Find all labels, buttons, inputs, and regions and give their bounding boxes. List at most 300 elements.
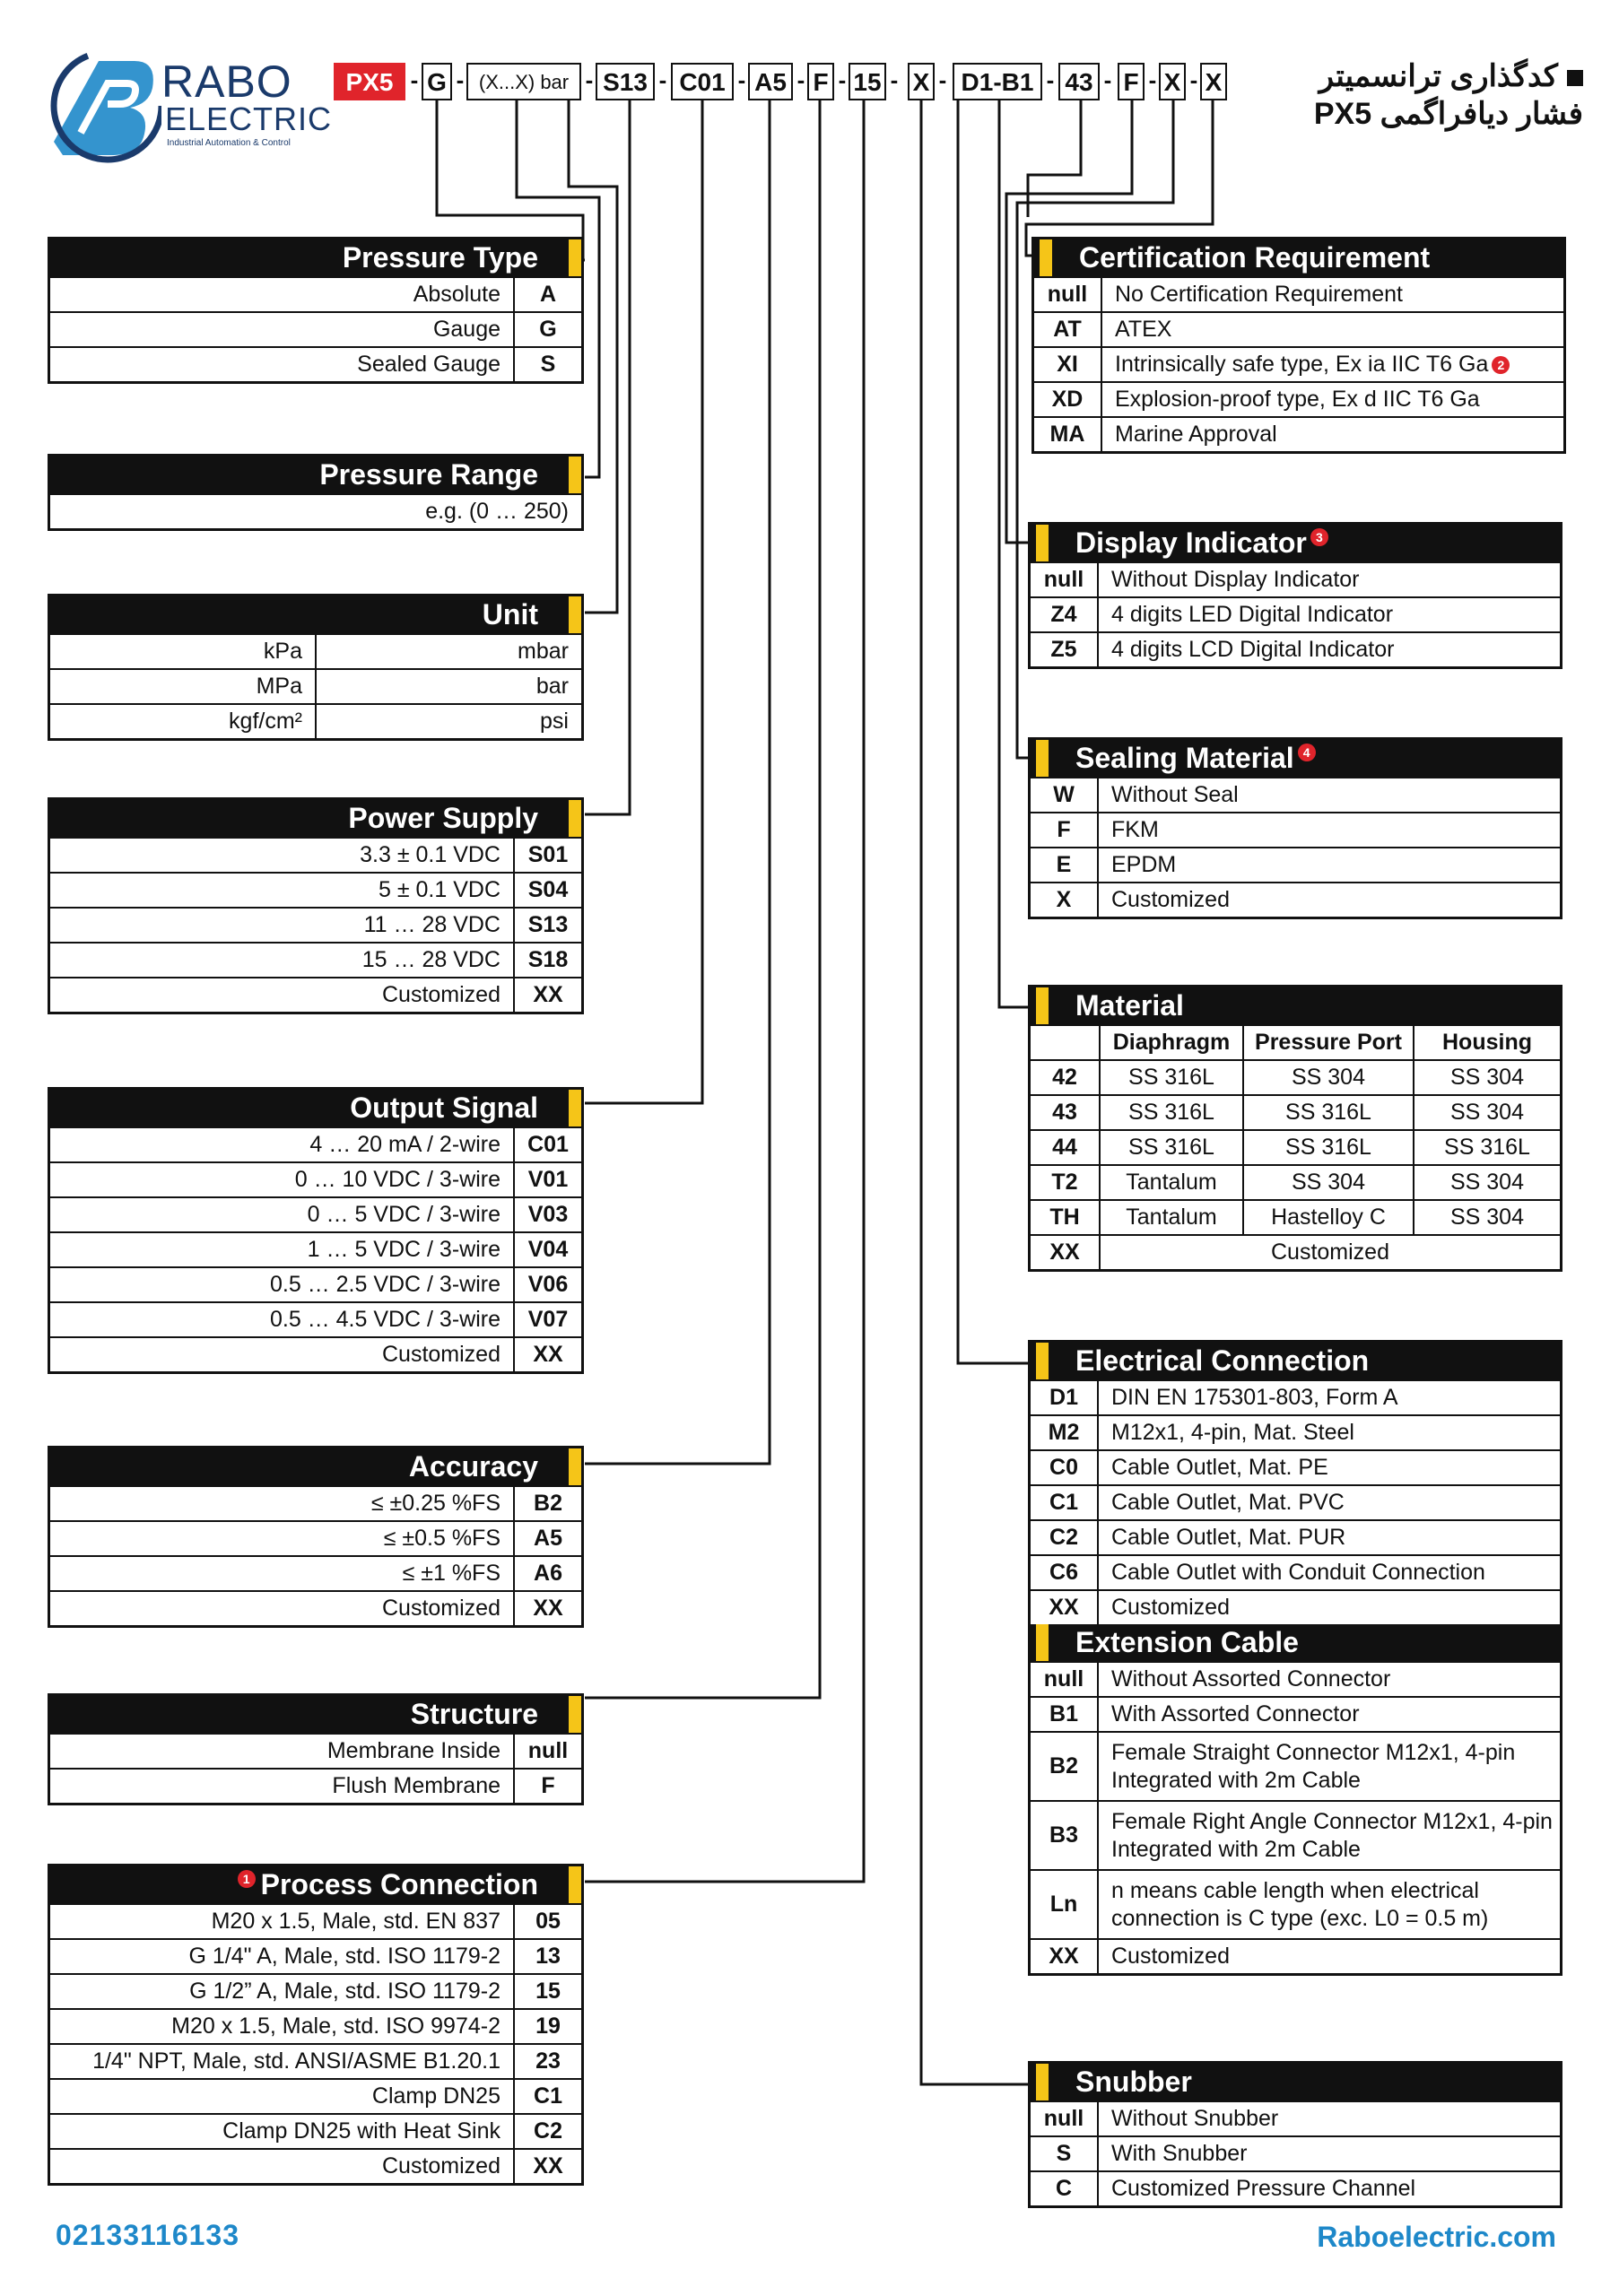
table-row bbox=[1031, 1519, 1560, 1554]
table-header bbox=[1034, 239, 1563, 276]
table-row bbox=[50, 2043, 581, 2078]
table-cell: C2 bbox=[1031, 1521, 1099, 1554]
table-cell: TH bbox=[1049, 1205, 1080, 1230]
table-cell: Flush Membrane bbox=[332, 1773, 500, 1798]
table-header bbox=[50, 596, 581, 633]
code-dash: - bbox=[1148, 66, 1157, 93]
table-title: Power Supply bbox=[348, 802, 538, 834]
table-cell: Diaphragm bbox=[1099, 1026, 1242, 1059]
table-cell: W bbox=[1031, 778, 1099, 812]
table-row bbox=[50, 2113, 581, 2148]
yellow-marker bbox=[569, 800, 581, 837]
table-row bbox=[50, 311, 581, 346]
table-row bbox=[1031, 1199, 1560, 1234]
table-cell: 4 digits LED Digital Indicator bbox=[1111, 602, 1394, 627]
yellow-marker bbox=[569, 1448, 581, 1485]
table-row bbox=[50, 2078, 581, 2113]
table-cell: No Certification Requirement bbox=[1115, 282, 1403, 307]
table-cell: S bbox=[513, 348, 581, 381]
table-cell: A6 bbox=[513, 1557, 581, 1590]
electrical-connection-table bbox=[1028, 1340, 1562, 1976]
table-cell: G 1/4" A, Male, std. ISO 1179-2 bbox=[188, 1944, 500, 1969]
table-cell: ATEX bbox=[1115, 317, 1172, 342]
table-row bbox=[1031, 847, 1560, 882]
code-dash: - bbox=[938, 66, 947, 93]
brand-logo bbox=[45, 43, 333, 169]
code-display: X bbox=[1159, 63, 1186, 100]
display-indicator-table bbox=[1028, 522, 1562, 669]
process-connection-table bbox=[48, 1864, 584, 2186]
table-cell: Female Right Angle Connector M12x1, 4-pin Integrated with 2m Cable bbox=[1111, 1808, 1553, 1862]
table-cell: bar bbox=[315, 670, 581, 703]
table-cell: SS 304 bbox=[1242, 1061, 1413, 1094]
code-dash: - bbox=[410, 66, 419, 93]
table-cell: 5 ± 0.1 VDC bbox=[379, 877, 500, 902]
yellow-marker bbox=[1036, 1343, 1049, 1379]
table-cell: G 1/2” A, Male, std. ISO 1179-2 bbox=[189, 1979, 500, 2004]
code-dash: - bbox=[585, 66, 594, 93]
table-cell: Customized Pressure Channel bbox=[1111, 2176, 1416, 2201]
table-cell: 0 … 10 VDC / 3-wire bbox=[294, 1167, 500, 1192]
table-cell: V01 bbox=[513, 1163, 581, 1196]
table-row bbox=[1031, 1094, 1560, 1129]
brand-name-top: RABO bbox=[161, 57, 292, 107]
table-cell: Membrane Inside bbox=[326, 1738, 500, 1763]
table-cell: M2 bbox=[1031, 1416, 1099, 1449]
table-cell: C1 bbox=[1031, 1486, 1099, 1519]
table-cell: S bbox=[1031, 2137, 1099, 2170]
code-pressure-type: G bbox=[422, 63, 452, 100]
table-cell: Pressure Port bbox=[1242, 1026, 1413, 1059]
table-row bbox=[1031, 1129, 1560, 1164]
code-snubber: X bbox=[908, 63, 935, 100]
table-title: Output Signal bbox=[350, 1091, 538, 1124]
yellow-marker bbox=[1036, 1624, 1049, 1661]
table-cell: Housing bbox=[1413, 1026, 1560, 1059]
table-title: Electrical Connection bbox=[1075, 1344, 1370, 1377]
table-cell bbox=[1031, 1026, 1099, 1059]
table-cell: SS 304 bbox=[1413, 1166, 1560, 1199]
code-certification: X bbox=[1200, 63, 1227, 100]
table-row bbox=[50, 1590, 581, 1625]
table-cell: SS 316L bbox=[1099, 1131, 1242, 1164]
table-cell: MPa bbox=[256, 674, 302, 699]
table-header bbox=[50, 457, 581, 493]
table-cell: 4 digits LCD Digital Indicator bbox=[1111, 637, 1395, 662]
table-cell: SS 304 bbox=[1242, 1166, 1413, 1199]
table-cell: D1 bbox=[1031, 1381, 1099, 1414]
table-cell: XI bbox=[1034, 348, 1102, 381]
table-cell: SS 316L bbox=[1099, 1061, 1242, 1094]
table-cell: n means cable length when electrical connection is C type (exc. L0 = 0.5 m) bbox=[1111, 1877, 1489, 1931]
table-cell: Clamp DN25 bbox=[371, 2083, 500, 2109]
table-cell: B2 bbox=[513, 1487, 581, 1520]
table-title: Structure bbox=[410, 1698, 538, 1730]
table-title: Pressure Range bbox=[319, 458, 538, 491]
table-row bbox=[50, 2148, 581, 2183]
table-cell: null bbox=[513, 1735, 581, 1768]
table-cell: Ln bbox=[1031, 1871, 1099, 1938]
table-title: Pressure Type bbox=[342, 241, 538, 274]
table-title: Certification Requirement bbox=[1079, 241, 1431, 274]
table-cell: 42 bbox=[1052, 1065, 1077, 1090]
table-cell: null bbox=[1031, 2102, 1099, 2135]
yellow-marker bbox=[1036, 2064, 1049, 2100]
table-row bbox=[50, 1938, 581, 1973]
table-cell: C6 bbox=[1031, 1556, 1099, 1589]
table-cell: XX bbox=[513, 1338, 581, 1371]
table-row bbox=[50, 907, 581, 942]
table-row bbox=[1031, 1164, 1560, 1199]
yellow-marker bbox=[569, 596, 581, 633]
table-row bbox=[50, 1126, 581, 1161]
output-signal-table bbox=[48, 1087, 584, 1374]
table-row bbox=[1031, 1731, 1560, 1800]
table-cell: S04 bbox=[513, 874, 581, 907]
power-supply-table bbox=[48, 797, 584, 1014]
yellow-marker bbox=[1036, 987, 1049, 1024]
table-row bbox=[1031, 2170, 1560, 2205]
table-cell: mbar bbox=[315, 635, 581, 668]
code-dash: - bbox=[1189, 66, 1198, 93]
table-cell: XX bbox=[1049, 1239, 1080, 1265]
table-title: Display Indicator bbox=[1075, 526, 1307, 559]
code-dash: - bbox=[890, 66, 899, 93]
table-cell: Tantalum bbox=[1099, 1166, 1242, 1199]
table-row bbox=[50, 276, 581, 311]
table-cell: E bbox=[1031, 848, 1099, 882]
table-row bbox=[1031, 1234, 1560, 1269]
table-header bbox=[50, 1866, 581, 1903]
table-header bbox=[1031, 2064, 1560, 2100]
table-cell: FKM bbox=[1111, 817, 1159, 842]
table-row bbox=[1031, 1800, 1560, 1869]
code-dash: - bbox=[1103, 66, 1112, 93]
table-row bbox=[1031, 882, 1560, 917]
bullet-square-icon bbox=[1567, 70, 1583, 86]
table-cell: Gauge bbox=[432, 317, 500, 342]
persian-title bbox=[1314, 57, 1583, 133]
table-row bbox=[50, 872, 581, 907]
yellow-marker bbox=[569, 457, 581, 493]
table-cell: 11 … 28 VDC bbox=[363, 912, 500, 937]
pressure-range-table bbox=[48, 454, 584, 531]
code-dash: - bbox=[456, 66, 465, 93]
table-row bbox=[1034, 346, 1563, 381]
table-cell: With Snubber bbox=[1111, 2141, 1248, 2166]
table-cell: SS 304 bbox=[1413, 1201, 1560, 1234]
table-cell: XD bbox=[1034, 383, 1102, 416]
table-cell: V03 bbox=[513, 1198, 581, 1231]
code-sealing: F bbox=[1118, 63, 1145, 100]
table-cell: M20 x 1.5, Male, std. EN 837 bbox=[211, 1909, 500, 1934]
table-row bbox=[1031, 777, 1560, 812]
table-cell: S01 bbox=[513, 839, 581, 872]
table-cell: kPa bbox=[263, 639, 302, 664]
table-cell: Without Display Indicator bbox=[1111, 567, 1360, 592]
table-cell: 4 … 20 mA / 2-wire bbox=[309, 1132, 500, 1157]
table-title: Material bbox=[1075, 989, 1184, 1022]
table-row bbox=[50, 1336, 581, 1371]
table-cell: Explosion-proof type, Ex d IIC T6 Ga bbox=[1115, 387, 1480, 412]
table-cell: With Assorted Connector bbox=[1111, 1701, 1360, 1726]
table-title: Snubber bbox=[1075, 2066, 1192, 2098]
table-header bbox=[1031, 740, 1560, 777]
table-row bbox=[50, 1903, 581, 1938]
table-cell: F bbox=[1031, 813, 1099, 847]
table-row bbox=[1031, 1869, 1560, 1938]
table-cell: C01 bbox=[513, 1128, 581, 1161]
table-cell: SS 316L bbox=[1099, 1096, 1242, 1129]
table-title: Unit bbox=[482, 598, 538, 631]
table-cell: Cable Outlet with Conduit Connection bbox=[1111, 1560, 1485, 1585]
table-cell: XX bbox=[1031, 1591, 1099, 1624]
table-cell: 3.3 ± 0.1 VDC bbox=[360, 842, 500, 867]
table-header bbox=[50, 1448, 581, 1485]
table-row bbox=[50, 1733, 581, 1768]
table-header bbox=[1031, 987, 1560, 1024]
table-row bbox=[1034, 416, 1563, 451]
code-range: (X...X) bar bbox=[466, 63, 581, 100]
table-title: Sealing Material bbox=[1075, 742, 1294, 774]
table-cell: A bbox=[513, 278, 581, 311]
code-material: 43 bbox=[1058, 63, 1100, 100]
table-cell: M12x1, 4-pin, Mat. Steel bbox=[1111, 1420, 1354, 1445]
table-cell: kgf/cm² bbox=[229, 709, 302, 734]
yellow-marker bbox=[569, 239, 581, 276]
table-cell: ≤ ±1 %FS bbox=[402, 1561, 500, 1586]
code-structure: F bbox=[807, 63, 834, 100]
table-row bbox=[50, 1161, 581, 1196]
table-cell: e.g. (0 … 250) bbox=[425, 499, 569, 524]
table-cell: EPDM bbox=[1111, 852, 1177, 877]
table-cell: Without Snubber bbox=[1111, 2106, 1279, 2131]
table-cell: Cable Outlet, Mat. PVC bbox=[1111, 1490, 1345, 1515]
table-cell: Z4 bbox=[1031, 598, 1099, 631]
code-dash: - bbox=[838, 66, 847, 93]
yellow-marker bbox=[1036, 525, 1049, 561]
table-cell: Cable Outlet, Mat. PUR bbox=[1111, 1525, 1346, 1550]
table-row bbox=[50, 837, 581, 872]
table-row bbox=[1031, 631, 1560, 666]
brand-name-bottom: ELECTRIC bbox=[165, 100, 333, 137]
table-cell: SS 304 bbox=[1413, 1096, 1560, 1129]
table-cell: SS 316L bbox=[1242, 1096, 1413, 1129]
yellow-marker bbox=[1040, 239, 1052, 276]
code-dash: - bbox=[1046, 66, 1055, 93]
code-dash: - bbox=[796, 66, 805, 93]
table-row bbox=[50, 346, 581, 381]
table-cell: Without Assorted Connector bbox=[1111, 1666, 1391, 1692]
table-cell: ≤ ±0.25 %FS bbox=[370, 1491, 500, 1516]
table-cell: C2 bbox=[513, 2115, 581, 2148]
table-cell: null bbox=[1031, 1663, 1099, 1696]
table-row bbox=[1031, 2135, 1560, 2170]
footnote-badge: 2 bbox=[1492, 356, 1510, 374]
table-cell: Clamp DN25 with Heat Sink bbox=[222, 2118, 500, 2144]
code-electrical: D1-B1 bbox=[953, 63, 1042, 100]
table-cell: XX bbox=[1031, 1940, 1099, 1973]
table-cell: 0.5 … 2.5 VDC / 3-wire bbox=[269, 1272, 500, 1297]
table-cell: S13 bbox=[513, 909, 581, 942]
table-header-row bbox=[1031, 1024, 1560, 1059]
table-cell: A5 bbox=[513, 1522, 581, 1555]
table-cell: V06 bbox=[513, 1268, 581, 1301]
table-cell: B3 bbox=[1031, 1802, 1099, 1869]
table-row bbox=[50, 2008, 581, 2043]
code-power: S13 bbox=[596, 63, 655, 100]
material-table bbox=[1028, 985, 1562, 1272]
table-cell bbox=[1102, 348, 1563, 381]
table-cell: 15 bbox=[513, 1975, 581, 2008]
table-row bbox=[1034, 381, 1563, 416]
table-header bbox=[50, 800, 581, 837]
table-row bbox=[1031, 1554, 1560, 1589]
footnote-badge: 3 bbox=[1310, 528, 1328, 546]
table-cell: SS 316L bbox=[1413, 1131, 1560, 1164]
table-row bbox=[1031, 1589, 1560, 1624]
table-row bbox=[50, 1196, 581, 1231]
table-cell: ≤ ±0.5 %FS bbox=[383, 1526, 500, 1551]
footnote-badge: 1 bbox=[238, 1870, 256, 1888]
table-cell: 44 bbox=[1052, 1135, 1077, 1160]
table-row bbox=[1031, 1059, 1560, 1094]
table-cell: 23 bbox=[513, 2045, 581, 2078]
structure-table bbox=[48, 1693, 584, 1805]
table-cell: AT bbox=[1034, 313, 1102, 346]
table-row bbox=[50, 633, 581, 668]
footnote-badge: 4 bbox=[1298, 744, 1316, 761]
table-cell: C0 bbox=[1031, 1451, 1099, 1484]
table-row bbox=[50, 1231, 581, 1266]
code-accuracy: A5 bbox=[748, 63, 793, 100]
table-row bbox=[50, 1520, 581, 1555]
table-cell: null bbox=[1034, 278, 1102, 311]
table-title: Accuracy bbox=[408, 1450, 538, 1483]
table-cell: S18 bbox=[513, 944, 581, 977]
code-dash: - bbox=[658, 66, 667, 93]
table-cell: Hastelloy C bbox=[1242, 1201, 1413, 1234]
table-cell: Customized bbox=[382, 1596, 500, 1621]
table-cell: Customized bbox=[382, 1342, 500, 1367]
table-cell: DIN EN 175301-803, Form A bbox=[1111, 1385, 1398, 1410]
table-cell: Customized bbox=[1111, 1944, 1230, 1969]
table-header bbox=[50, 1090, 581, 1126]
table-cell: F bbox=[513, 1770, 581, 1803]
table-cell: T2 bbox=[1051, 1170, 1078, 1195]
table-row bbox=[1034, 311, 1563, 346]
table-cell: V07 bbox=[513, 1303, 581, 1336]
brand-logo-mark bbox=[45, 43, 161, 169]
table-row bbox=[50, 1485, 581, 1520]
table-cell: SS 304 bbox=[1413, 1061, 1560, 1094]
table-row bbox=[1034, 276, 1563, 311]
table-cell: V04 bbox=[513, 1233, 581, 1266]
sealing-material-table bbox=[1028, 737, 1562, 919]
table-cell: Customized bbox=[382, 982, 500, 1007]
table-row bbox=[1031, 1484, 1560, 1519]
table-header bbox=[50, 1696, 581, 1733]
table-row bbox=[1031, 1414, 1560, 1449]
table-cell: Customized bbox=[1111, 887, 1230, 912]
table-row bbox=[50, 668, 581, 703]
table-cell: Absolute bbox=[413, 282, 500, 307]
footer-website[interactable]: Raboelectric.com bbox=[1317, 2221, 1556, 2253]
pressure-type-table bbox=[48, 237, 584, 384]
table-cell: 1 … 5 VDC / 3-wire bbox=[307, 1237, 500, 1262]
table-row bbox=[50, 703, 581, 738]
table-cell: X bbox=[1031, 883, 1099, 917]
certification-table bbox=[1031, 237, 1566, 454]
table-row bbox=[50, 977, 581, 1012]
table-title: Process Connection bbox=[260, 1868, 538, 1900]
yellow-marker bbox=[569, 1090, 581, 1126]
table-header bbox=[50, 239, 581, 276]
table-cell: 15 … 28 VDC bbox=[361, 947, 500, 972]
table-cell: 19 bbox=[513, 2010, 581, 2043]
accuracy-table bbox=[48, 1446, 584, 1628]
table-cell: Customized bbox=[1099, 1236, 1560, 1269]
yellow-marker bbox=[569, 1696, 581, 1733]
table-cell: C1 bbox=[513, 2080, 581, 2113]
table-cell: MA bbox=[1034, 418, 1102, 451]
table-cell: Customized bbox=[382, 2153, 500, 2179]
brand-tagline: Industrial Automation & Control bbox=[167, 138, 291, 148]
table-cell: Marine Approval bbox=[1115, 422, 1277, 447]
cell-text: Intrinsically safe type, Ex ia IIC T6 Ga bbox=[1115, 352, 1489, 377]
table-cell: 0.5 … 4.5 VDC / 3-wire bbox=[269, 1307, 500, 1332]
table-row bbox=[50, 493, 581, 528]
table-cell: Z5 bbox=[1031, 633, 1099, 666]
table-cell: Without Seal bbox=[1111, 782, 1239, 807]
table-cell: 1/4" NPT, Male, std. ANSI/ASME B1.20.1 bbox=[92, 2048, 500, 2074]
table-row bbox=[50, 1768, 581, 1803]
table-header bbox=[1031, 525, 1560, 561]
code-process: 15 bbox=[849, 63, 886, 100]
table-title: Extension Cable bbox=[1075, 1626, 1299, 1658]
table-header bbox=[1031, 1624, 1560, 1661]
table-cell: 0 … 5 VDC / 3-wire bbox=[307, 1202, 500, 1227]
code-model: PX5 bbox=[334, 63, 405, 100]
persian-title-line2: فشار دیافراگمی PX5 bbox=[1313, 97, 1583, 131]
table-row bbox=[50, 942, 581, 977]
table-cell: 43 bbox=[1052, 1100, 1077, 1125]
table-row bbox=[1031, 1661, 1560, 1696]
persian-title-line1: کدگذاری ترانسمیتر bbox=[1319, 59, 1558, 93]
table-cell: B1 bbox=[1031, 1698, 1099, 1731]
snubber-table bbox=[1028, 2061, 1562, 2208]
yellow-marker bbox=[569, 1866, 581, 1903]
table-cell: B2 bbox=[1031, 1733, 1099, 1800]
table-row bbox=[1031, 561, 1560, 596]
code-output: C01 bbox=[671, 63, 734, 100]
table-header bbox=[1031, 1343, 1560, 1379]
unit-table bbox=[48, 594, 584, 741]
table-cell: Customized bbox=[1111, 1595, 1230, 1620]
table-row bbox=[50, 1555, 581, 1590]
table-cell: XX bbox=[513, 2150, 581, 2183]
table-cell: Tantalum bbox=[1099, 1201, 1242, 1234]
table-row bbox=[1031, 2100, 1560, 2135]
table-row bbox=[1031, 812, 1560, 847]
footer-phone: 02133116133 bbox=[56, 2219, 239, 2251]
table-row bbox=[1031, 1938, 1560, 1973]
table-cell: Sealed Gauge bbox=[357, 352, 500, 377]
table-cell: XX bbox=[513, 978, 581, 1012]
table-cell: 13 bbox=[513, 1940, 581, 1973]
table-cell: G bbox=[513, 313, 581, 346]
table-row bbox=[50, 1973, 581, 2008]
